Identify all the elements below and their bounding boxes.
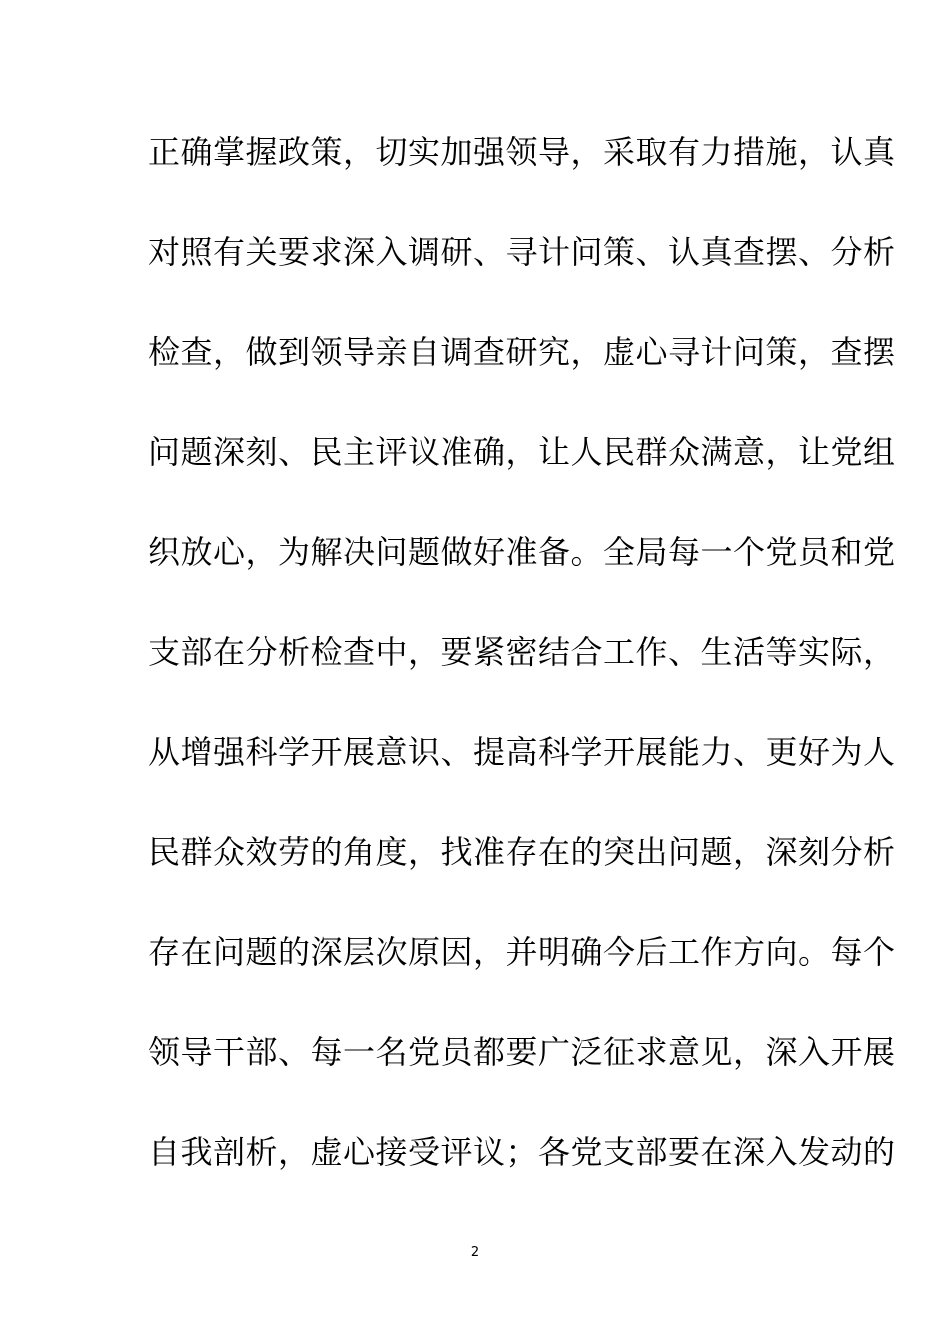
text-line: 存在问题的深层次原因，并明确今后工作方向。每个 [148, 933, 896, 971]
body-text [148, 126, 896, 1226]
text-line: 正确掌握政策，切实加强领导，采取有力措施，认真 [148, 133, 896, 171]
text-line: 检查，做到领导亲自调查研究，虚心寻计问策，查摆 [148, 333, 896, 371]
text-line: 对照有关要求深入调研、寻计问策、认真查摆、分析 [148, 233, 896, 271]
page-number: 2 [470, 1245, 480, 1260]
text-line: 问题深刻、民主评议准确，让人民群众满意，让党组 [148, 433, 896, 471]
text-line: 织放心，为解决问题做好准备。全局每一个党员和党 [148, 533, 896, 571]
text-line: 从增强科学开展意识、提高科学开展能力、更好为人 [148, 733, 896, 771]
text-line: 自我剖析，虚心接受评议；各党支部要在深入发动的 [148, 1133, 896, 1171]
text-line: 民群众效劳的角度，找准存在的突出问题，深刻分析 [148, 833, 896, 871]
text-line: 支部在分析检查中，要紧密结合工作、生活等实际， [148, 633, 896, 671]
text-line: 领导干部、每一名党员都要广泛征求意见，深入开展 [148, 1033, 896, 1071]
